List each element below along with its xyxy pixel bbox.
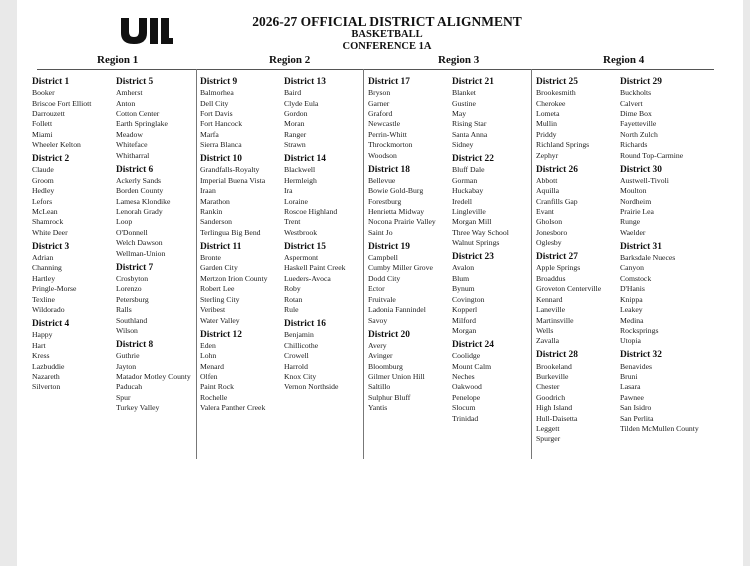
school-name: Lenorah Grady [116,207,163,217]
school-name: Calvert [620,98,643,108]
school-name: Jonesboro [536,227,568,237]
school-name: Groom [32,175,54,185]
district-heading: District 24 [452,339,494,350]
school-name: Haskell Paint Creek [284,263,346,273]
school-name: Westbrook [284,227,318,237]
district-heading: District 25 [536,77,578,87]
school-name: Menard [200,361,224,371]
school-name: Spurger [536,434,561,444]
school-name: Matador Motley County [116,371,191,381]
school-name: Richland Springs [536,140,590,150]
conference-subtitle: CONFERENCE 1A [342,41,432,52]
school-name: Fort Hancock [200,119,243,129]
school-name: Santa Anna [452,129,488,139]
district-heading: District 11 [200,241,242,252]
school-name: Whitharral [116,150,150,160]
school-name: Fruitvale [368,294,396,304]
school-name: Happy [32,330,53,340]
school-name: Morgan [452,325,477,335]
district-column [620,76,710,434]
school-name: Meadow [116,129,143,139]
school-name: Prairie Lea [620,207,654,217]
school-name: Cranfills Gap [536,196,578,206]
district-heading: District 31 [620,241,662,252]
school-name: Anton [116,98,136,108]
school-name: Robert Lee [200,284,235,294]
school-name: Crowell [284,351,309,361]
district-heading: District 13 [284,77,326,87]
school-name: Dodd City [368,273,401,283]
school-name: Olfen [200,371,218,381]
document-title: 2026-27 OFFICIAL DISTRICT ALIGNMENT [252,14,522,29]
district-heading: District 16 [284,319,326,330]
school-name: Sanderson [200,217,233,227]
school-name: Jayton [116,361,137,371]
school-name: Turkey Valley [116,403,160,413]
school-name: Lamesa Klondike [116,196,171,206]
district-heading: District 1 [32,77,70,87]
school-name: Slocum [452,403,476,413]
school-name: Zephyr [536,150,559,160]
school-name: Strawn [284,140,306,150]
school-name: Barksdale Nueces Canyon [620,253,676,273]
school-name: Lazbuddie [32,361,65,371]
school-name: Amherst [116,88,143,98]
school-name: Sterling City [200,294,240,304]
school-name: Bellevue [368,175,396,185]
school-name: Vernon Northside [284,382,339,392]
district-heading: District 21 [452,77,494,87]
district-column [200,76,290,414]
school-name: Garner [368,98,390,108]
school-name: Newcastle [368,119,401,129]
school-name: Wildorado [32,305,65,315]
district-heading: District 7 [116,262,154,273]
school-name: Saint Jo [368,227,393,237]
district-heading: District 5 [116,77,154,87]
school-name: Oglesby [536,238,562,248]
school-name: Iredell [452,196,473,206]
school-name: Brookeland [536,361,572,371]
district-heading: District 28 [536,350,578,361]
school-name: Hull-Daisetta [536,413,578,423]
school-name: Gilmer Union Hill [368,371,425,381]
school-name: Comstock [620,273,652,283]
school-name: Miami [32,129,53,139]
school-name: Valera Panther Creek [200,403,266,413]
school-name: Burkeville [536,371,569,381]
school-name: Balmorhea [200,88,234,98]
district-heading: District 12 [200,329,242,340]
school-name: Welch Dawson [116,238,163,248]
school-name: Adrian [32,253,54,263]
school-name: Campbell [368,253,398,263]
school-name: Broaddus [536,273,566,283]
district-heading: District 30 [620,164,662,175]
school-name: Neches [452,371,475,381]
school-name: Bowie Gold-Burg [368,186,424,196]
school-name: Knippa [620,294,643,304]
school-name: Austwell-Tivoli [620,175,669,185]
school-name: Sulphur Bluff [368,392,411,402]
school-name: Rankin [200,207,223,217]
region-1-heading: Region 1 [97,54,139,66]
school-name: Silverton [32,382,61,392]
school-name: Martinsville [536,315,574,325]
school-name: Lueders-Avoca [284,273,331,283]
district-heading: District 32 [620,350,662,361]
school-name: Marfa [200,129,219,139]
school-name: Ralls [116,305,132,315]
school-name: McLean [32,207,58,217]
school-name: Rotan [284,294,303,304]
school-name: Laneville [536,305,566,315]
school-name: Groveton Centerville [536,284,602,294]
school-name: Three Way School [452,227,509,237]
school-name: Kennard [536,294,563,304]
school-name: Loraine [284,196,308,206]
school-name: O'Donnell [116,227,148,237]
school-name: Perrin-Whitt [368,129,407,139]
school-name: Milford [452,315,476,325]
school-name: Priddy [536,129,557,139]
school-name: Lasara [620,382,641,392]
school-name: Ackerly Sands [116,175,162,185]
school-name: Medina [620,315,644,325]
school-name: Rising Star [452,119,487,129]
school-name: Evant [536,207,554,217]
school-name: Harrold [284,361,308,371]
school-name: Veribest [200,305,226,315]
school-name: North Zulch [620,129,658,139]
school-name: Rule [284,305,299,315]
school-name: D'Hanis [620,284,645,294]
school-name: Garden City [200,263,238,273]
school-name: Buckholts [620,88,652,98]
school-name: Iraan [200,186,216,196]
school-name: Huckabay [452,186,484,196]
school-name: Kress [32,351,50,361]
school-name: Brookesmith [536,88,576,98]
school-name: Borden County [116,186,164,196]
uil-logo [119,16,173,46]
school-name: Kopperl [452,305,478,315]
school-name: Waelder [620,227,646,237]
school-name: Southland [116,315,148,325]
school-name: Channing [32,263,62,273]
school-name: Gordon [284,109,308,119]
school-name: Gustine [452,98,476,108]
school-name: Walnut Springs [452,238,500,248]
school-name: Tilden McMullen County [620,423,699,433]
school-name: Lefors [32,196,53,206]
district-column [536,76,626,445]
school-name: Knox City [284,371,317,381]
school-name: Cotton Center [116,109,160,119]
region-3-heading: Region 3 [438,54,480,66]
school-name: Throckmorton [368,140,413,150]
school-name: Darrouzett [32,109,65,119]
school-name: White Deer [32,227,68,237]
school-name: Baird [284,88,302,98]
school-name: Pringle-Morse [32,284,77,294]
school-name: Booker [32,88,55,98]
district-column [116,76,206,414]
school-name: Blanket [452,88,476,98]
school-name: Gorman [452,175,478,185]
school-name: Roscoe Highland [284,207,338,217]
school-name: May [452,109,467,119]
school-name: Guthrie [116,351,140,361]
school-name: Clyde Eula [284,98,319,108]
school-name: Yantis [368,403,388,413]
school-name: Ladonia Fannindel [368,305,426,315]
district-heading: District 18 [368,164,410,175]
district-column [452,76,542,424]
school-name: Runge [620,217,641,227]
school-name: Trent [284,217,301,227]
school-name: Wheeler Kelton [32,140,81,150]
school-name: Blum [452,273,470,283]
district-column [284,76,374,393]
district-heading: District 14 [284,154,326,165]
school-name: Wellman-Union [116,248,166,258]
school-name: Dime Box [620,109,652,119]
district-heading: District 2 [32,154,70,165]
school-name: Morgan Mill [452,217,492,227]
school-name: Sidney [452,140,474,150]
school-name: Texline [32,294,55,304]
school-name: Penelope [452,392,481,402]
district-heading: District 27 [536,252,578,263]
school-name: Rochelle [200,392,228,402]
school-name: Eden [200,340,216,350]
school-name: Leggett [536,423,560,433]
header-divider [37,69,714,70]
school-name: Zavalla [536,336,560,346]
school-name: San Perlita [620,413,654,423]
school-name: Moran [284,119,305,129]
school-name: Loop [116,217,133,227]
school-name: Lorenzo [116,284,142,294]
school-name: Spur [116,392,131,402]
school-name: Shamrock [32,217,64,227]
school-name: Utopia [620,336,641,346]
school-name: Fayetteville [620,119,657,129]
district-heading: District 26 [536,164,578,175]
school-name: Mertzon Irion County [200,273,268,283]
district-heading: District 3 [32,241,70,252]
school-name: Bynum [452,284,475,294]
district-heading: District 22 [452,154,494,165]
school-name: Terlingua Big Bend [200,227,261,237]
school-name: Nordheim [620,196,652,206]
school-name: Goodrich [536,392,566,402]
school-name: Bluff Dale [452,165,485,175]
school-name: Wilson [116,325,138,335]
school-name: Woodson [368,150,397,160]
school-name: Mount Calm [452,361,492,371]
school-name: Ector [368,284,385,294]
school-name: Pawnee [620,392,644,402]
school-name: Avinger [368,351,393,361]
district-heading: District 29 [620,77,662,87]
school-name: Forestburg [368,196,402,206]
school-name: San Isidro [620,403,652,413]
school-name: Apple Springs [536,263,581,273]
district-heading: District 20 [368,329,410,340]
school-name: Benavides [620,361,653,371]
district-heading: District 8 [116,339,154,350]
school-name: Moulton [620,186,647,196]
district-heading: District 10 [200,154,242,165]
school-name: Graford [368,109,393,119]
school-name: Cumby Miller Grove [368,263,433,273]
school-name: Round Top-Carmine [620,150,684,160]
school-name: Mullin [536,119,557,129]
school-name: Marathon [200,196,230,206]
school-name: Paint Rock [200,382,234,392]
school-name: Paducah [116,382,143,392]
school-name: Bronte [200,253,221,263]
school-name: Abbott [536,175,558,185]
district-column [368,76,458,414]
school-name: Henrietta Midway [368,207,425,217]
school-name: Water Valley [200,315,240,325]
school-name: Aspermont [284,253,319,263]
school-name: Bloomburg [368,361,403,371]
school-name: Cherokee [536,98,566,108]
school-name: Hartley [32,273,56,283]
school-name: Ranger [284,129,307,139]
region-4-heading: Region 4 [603,54,645,66]
school-name: Grandfalls-Royalty [200,165,260,175]
school-name: Covington [452,294,485,304]
school-name: Blackwell [284,165,316,175]
school-name: Coolidge [452,351,481,361]
school-name: Bruni [620,371,638,381]
district-heading: District 4 [32,319,70,330]
school-name: Benjamin [284,330,314,340]
school-name: Hermleigh [284,175,317,185]
school-name: Savoy [368,315,388,325]
school-name: Rocksprings [620,325,659,335]
sport-subtitle: BASKETBALL [351,29,423,40]
school-name: Leakey [620,305,643,315]
school-name: Dell City [200,98,229,108]
school-name: Avery [368,340,387,350]
school-name: Ira [284,186,293,196]
school-name: Follett [32,119,53,129]
school-name: Bryson [368,88,391,98]
school-name: Chillicothe [284,340,319,350]
region-2-heading: Region 2 [269,54,311,66]
school-name: Crosbyton [116,273,149,283]
school-name: Gholson [536,217,563,227]
school-name: Petersburg [116,294,149,304]
district-heading: District 23 [452,252,494,263]
school-name: Earth Springlake [116,119,168,129]
school-name: Hedley [32,186,55,196]
district-heading: District 9 [200,77,238,87]
district-heading: District 6 [116,164,154,175]
school-name: Avalon [452,263,475,273]
document-page [17,0,743,566]
district-heading: District 17 [368,77,410,87]
school-name: Chester [536,382,560,392]
school-name: Imperial Buena Vista [200,175,266,185]
school-name: Saltillo [368,382,391,392]
school-name: Hart [32,340,46,350]
district-heading: District 19 [368,241,410,252]
school-name: Lingleville [452,207,486,217]
school-name: Whiteface [116,140,148,150]
school-name: Nazareth [32,371,60,381]
district-column [32,76,122,393]
school-name: Claude [32,165,54,175]
school-name: Lohn [200,351,217,361]
school-name: Trinidad [452,413,479,423]
school-name: Sierra Blanca [200,140,242,150]
district-heading: District 15 [284,241,326,252]
school-name: Roby [284,284,301,294]
school-name: Lometa [536,109,560,119]
school-name: Wells [536,325,554,335]
school-name: Richards [620,140,648,150]
school-name: Aquilla [536,186,560,196]
school-name: Fort Davis [200,109,233,119]
school-name: Nocona Prairie Valley [368,217,436,227]
school-name: Oakwood [452,382,482,392]
school-name: High Island [536,403,573,413]
school-name: Briscoe Fort Elliott [32,98,92,108]
